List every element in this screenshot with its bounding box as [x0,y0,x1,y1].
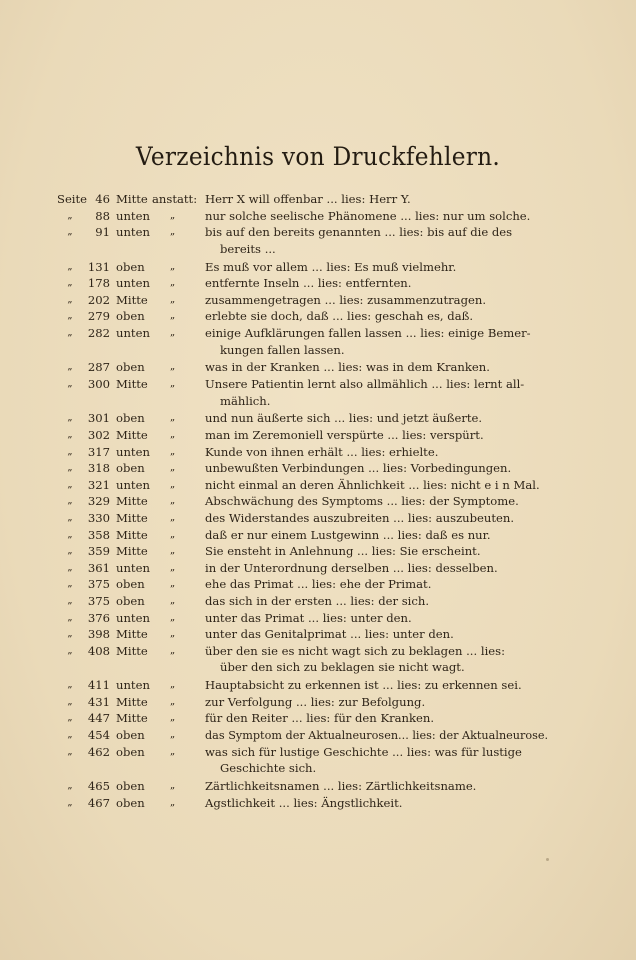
reference-marker: „ [170,412,176,424]
correction-text: Hauptabsicht zu erkennen ist ... lies: zu erkennen sei. [205,678,522,693]
position-label: oben [116,594,145,608]
position-label: Mitte [116,494,148,509]
reference-marker: „ [170,611,176,623]
reference-marker: „ [170,277,176,289]
correction-text: nur solche seelische Phänomene ... lies: nur um solche. [205,208,531,223]
position-label: unten [116,477,150,492]
page-number: 376 [87,610,110,625]
position-label: Mitte [116,192,148,206]
correction-text: Zärtlichkeitsnamen ... lies: Zärtlichkeitsname. [205,779,477,793]
ditto-mark: „ [67,226,73,238]
reference-marker: „ [170,495,176,507]
ditto-mark: „ [67,260,73,272]
correction-text: unter das Primat ... lies: unter den. [205,610,412,625]
correction-text: und nun äußerte sich ... lies: und jetzt äußerte. [205,411,483,426]
position-label: Mitte [116,527,148,542]
reference-marker: „ [170,644,176,656]
position-label: oben [116,744,145,759]
ditto-mark: „ [67,512,73,523]
correction-text: zusammengetragen ... lies: zusammenzutragen. [205,292,487,307]
page-number: 91 [95,225,110,240]
ditto-mark: „ [67,595,73,606]
ditto-mark: „ [67,412,73,424]
correction-text: man im Zeremoniell verspürte ... lies: verspürt. [205,428,484,442]
correction-text: entfernte Inseln ... lies: entfernten. [205,276,412,291]
position-label: unten [116,444,150,459]
reference-marker: „ [170,361,176,373]
page-number: 300 [87,377,110,391]
correction-text: das Symptom der Aktualneurosen... lies: der Aktualneurose. [205,728,549,742]
ditto-mark: „ [67,745,73,757]
page-number: 88 [95,208,110,223]
page-number: 131 [87,259,110,274]
ditto-mark: „ [67,445,73,457]
correction-text: Kunde von ihnen erhält ... lies: erhielte. [205,444,439,459]
page-number: 411 [87,678,110,693]
paper-speck [546,858,549,861]
page-number: 302 [87,428,110,442]
ditto-mark: „ [67,462,73,474]
correction-text: Sie ensteht in Anlehnung ... lies: Sie erscheint. [205,544,481,559]
position-label: unten [116,276,150,291]
correction-text: Herr X will offenbar ... lies: Herr Y. [205,192,411,206]
correction-text: Es muß vor allem ... lies: Es muß vielmehr. [205,259,457,274]
page-number: 178 [87,276,110,291]
page-number: 462 [87,744,110,759]
page-number: 329 [87,494,110,509]
correction-text: ehe das Primat ... lies: ehe der Primat. [205,577,432,592]
position-label: oben [116,411,145,426]
position-label: oben [116,259,145,274]
reference-marker: „ [170,545,176,557]
page-number: 279 [87,309,110,324]
page-number: 318 [87,461,110,476]
reference-marker: „ [170,462,176,474]
correction-text: unbewußten Verbindungen ... lies: Vorbedingungen. [205,461,512,476]
reference-marker: „ [170,378,176,389]
reference-marker: „ [170,729,176,740]
correction-text: was in der Kranken ... lies: was in dem Kranken. [205,360,490,375]
ditto-mark: „ [67,679,73,691]
correction-text: Unsere Patientin lernt also allmählich ... lies: lernt all- [205,377,525,391]
reference-marker: „ [170,226,176,238]
page-number: 301 [87,411,110,426]
page-number: 467 [87,795,110,810]
reference-marker: „ [170,512,176,523]
page-number: 375 [87,577,110,592]
ditto-mark: „ [67,378,73,389]
correction-text-continuation: kungen fallen lassen. [220,342,345,357]
page-number: 359 [87,544,110,559]
position-label: Mitte [116,694,148,709]
correction-text: bis auf den bereits genannten ... lies: bis auf die des [205,225,513,240]
correction-text: für den Reiter ... lies: für den Kranken. [205,711,435,726]
ditto-mark: „ [67,528,73,540]
ditto-mark: „ [67,361,73,373]
ditto-mark: „ [67,545,73,557]
reference-marker: „ [170,679,176,691]
ditto-mark: „ [67,644,73,656]
reference-marker: „ [170,445,176,457]
reference-marker: „ [170,429,176,440]
page-number: 447 [87,711,110,726]
correction-text: unter das Genitalprimat ... lies: unter den. [205,627,454,642]
ditto-mark: „ [67,578,73,590]
ditto-mark: „ [67,327,73,338]
page-number: 202 [87,292,110,307]
page-number: 454 [87,728,110,742]
seite-label: Seite [57,192,88,206]
position-label: oben [116,461,145,476]
position-label: oben [116,360,145,375]
position-label: unten [116,678,150,693]
ditto-mark: „ [67,561,73,573]
position-label: unten [116,326,150,340]
position-label: Mitte [116,511,148,525]
page-title: Verzeichnis von Druckfehlern. [135,142,501,171]
ditto-mark: „ [67,478,73,490]
page-number: 398 [87,627,110,642]
correction-text: was sich für lustige Geschichte ... lies: was für lustige [205,744,522,759]
reference-marker: „ [170,578,176,590]
position-label: oben [116,779,145,793]
reference-marker: „ [170,780,176,791]
position-label: Mitte [116,627,148,642]
reference-marker: „ [170,528,176,540]
correction-text: Agstlichkeit ... lies: Ängstlichkeit. [205,795,403,810]
page-number: 465 [87,779,110,793]
position-label: unten [116,610,150,625]
ditto-mark: „ [67,611,73,623]
position-label: Mitte [116,643,148,658]
reference-marker: „ [170,561,176,573]
reference-marker: „ [170,478,176,490]
position-label: unten [116,208,150,223]
ditto-mark: „ [67,277,73,289]
position-label: Mitte [116,292,148,307]
correction-text: das sich in der ersten ... lies: der sich. [205,594,430,608]
page-number: 330 [87,511,110,525]
correction-text-continuation: über den sich zu beklagen sie nicht wagt. [220,660,465,675]
ditto-mark: „ [67,429,73,440]
ditto-mark: „ [67,628,73,640]
position-label: unten [116,225,150,240]
position-label: oben [116,728,145,742]
page-number: 408 [87,643,110,658]
ditto-mark: „ [67,796,73,808]
ditto-mark: „ [67,695,73,707]
ditto-mark: „ [67,495,73,507]
ditto-mark: „ [67,712,73,724]
reference-marker: „ [170,745,176,757]
position-label: Mitte [116,428,148,442]
reference-marker: „ [170,595,176,606]
ditto-mark: „ [67,209,73,221]
position-label: Mitte [116,544,148,559]
ditto-mark: „ [67,780,73,791]
correction-text: Abschwächung des Symptoms ... lies: der Symptome. [205,494,519,509]
correction-text: daß er nur einem Lustgewinn ... lies: daß es nur. [205,527,491,542]
correction-text-continuation: Geschichte sich. [220,761,317,776]
ditto-mark: „ [67,310,73,322]
page-number: 431 [87,694,110,709]
correction-text-continuation: bereits ... [220,241,276,256]
reference-marker: „ [170,327,176,338]
position-label: oben [116,795,145,810]
position-label: unten [116,560,150,575]
correction-text: erlebte sie doch, daß ... lies: geschah es, daß. [205,309,474,324]
position-label: Mitte [116,377,148,391]
page-number: 375 [87,594,110,608]
correction-text: einige Aufklärungen fallen lassen ... lies: einige Bemer- [205,326,531,340]
page-number: 358 [87,527,110,542]
page-number: 287 [87,360,110,375]
position-label: oben [116,309,145,324]
page-number: 317 [87,444,110,459]
reference-marker: „ [170,293,176,305]
page-number: 282 [87,326,110,340]
reference-marker: anstatt: [152,192,198,206]
correction-text: zur Verfolgung ... lies: zur Befolgung. [205,694,426,709]
position-label: oben [116,577,145,592]
correction-text: über den sie es nicht wagt sich zu beklagen ... lies: [205,643,505,658]
correction-text: in der Unterordnung derselben ... lies: desselben. [205,560,498,575]
correction-text-continuation: mählich. [220,393,271,408]
page-number: 321 [87,477,110,492]
reference-marker: „ [170,796,176,808]
reference-marker: „ [170,628,176,640]
position-label: Mitte [116,711,148,726]
correction-text: des Widerstandes auszubreiten ... lies: auszubeuten. [205,511,515,525]
ditto-mark: „ [67,293,73,305]
reference-marker: „ [170,260,176,272]
correction-text: nicht einmal an deren Ähnlichkeit ... lies: nicht e i n Mal. [205,477,540,492]
reference-marker: „ [170,310,176,322]
reference-marker: „ [170,712,176,724]
reference-marker: „ [170,209,176,221]
reference-marker: „ [170,695,176,707]
page-number: 361 [87,560,110,575]
page-number: 46 [95,192,110,206]
ditto-mark: „ [67,729,73,740]
